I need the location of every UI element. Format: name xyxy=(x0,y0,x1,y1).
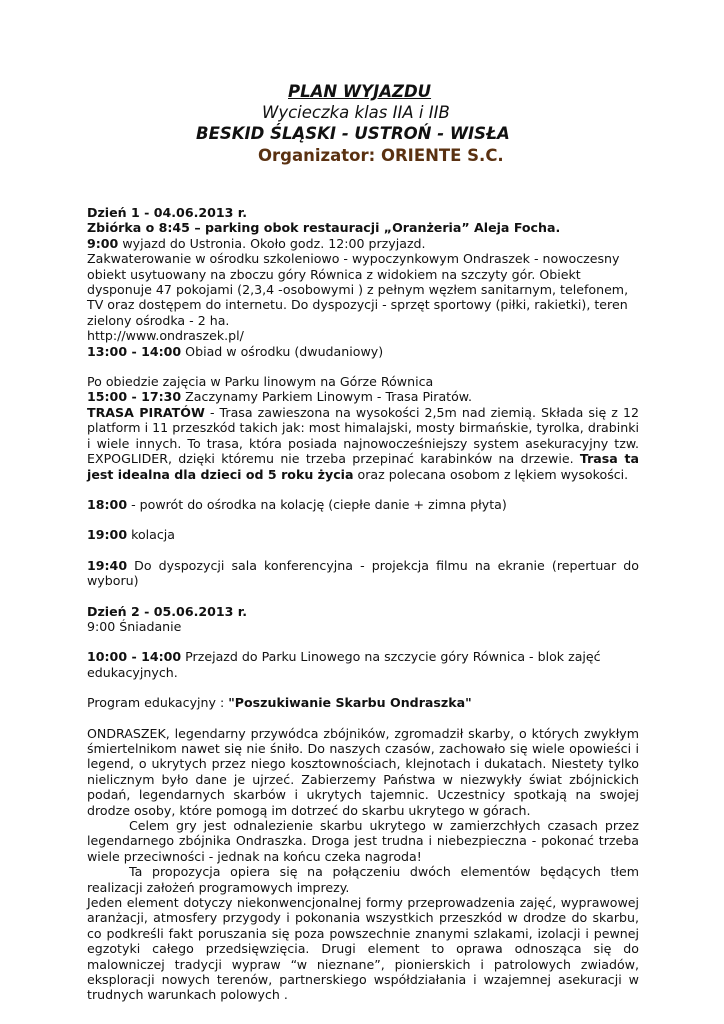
afternoon-intro: Po obiedzie zajęcia w Parku linowym na Górze Równica xyxy=(87,374,434,390)
story-paragraph-3: Ta propozycja opiera się na połączeniu dwóch elementów będących tłem realizacji założeń programowych imprezy. xyxy=(87,864,639,895)
departure-line: 9:00 wyjazd do Ustronia. Około godz. 12:00 przyjazd. xyxy=(87,235,426,251)
pirate-route-paragraph: TRASA PIRATÓW - Trasa zawieszona na wysokości 2,5m nad ziemią. Składa się z 12 platform i 11 przeszkód takich jak: most himalajski, mosty birmańskie, tyrolka, drabinki i wiele innych. To trasa, która posiada najnowocześniejszy system asekuracyjny tzw. EXPOGLIDER, dzięki któremu nie trzeba przepinać karabinków na drzewie. Trasa ta jest idealna dla dzieci od 5 roku życia oraz polecana osobom z lękiem wysokości. xyxy=(87,404,639,482)
lunch-line: 13:00 - 14:00 Obiad w ośrodku (dwudaniowy) xyxy=(87,343,384,359)
breakfast-line: 9:00 Śniadanie xyxy=(87,618,182,634)
website-link[interactable]: http://www.ondraszek.pl/ xyxy=(87,328,244,344)
document-title: PLAN WYJAZDU xyxy=(288,82,432,101)
day2-heading: Dzień 2 - 05.06.2013 r. xyxy=(87,603,248,619)
supper-line: 19:00 kolacja xyxy=(87,527,176,543)
accommodation-paragraph: Zakwaterowanie w ośrodku szkoleniowo - wypoczynkowym Ondraszek - nowoczesny obiekt usytuowany na zboczu góry Równica z widokiem na szczyty gór. Obiekt dysponuje 47 pokojami (2,3,4 -osobowymi ) z pełnym węzłem sanitarnym, telefonem, TV oraz dostępem do internetu. Do dyspozycji - sprzęt sportowy (piłki, rakietki), teren zielony ośrodka - 2 ha. xyxy=(87,251,629,328)
story-paragraph-4: Jeden element dotyczy niekonwencjonalnej formy przeprowadzenia zajęć, wyprawowej aranżacji, atmosfery przygody i pokonania wszystkich przeszkód w drodze do skarbu, co podkreśli fakt poruszania się poza powszechnie znanymi szlakami, izolacji i pewnej egzotyki całego przedsięwzięcia. Drugi element to oprawa odnosząca się do malowniczej tradycji wypraw “w nieznane”, pionierskich i patrolowych zwiadów, eksploracji nowych terenów, partnerskiego współdziałania i wzajemnej asekuracji w trudnych warunkach polowych . xyxy=(87,895,639,1003)
evening-line: 19:40 Do dyspozycji sala konferencyjna - projekcja filmu na ekranie (repertuar do wyboru) xyxy=(87,557,639,589)
document-subtitle: Wycieczka klas IIA i IIB xyxy=(262,103,450,122)
route-title: BESKID ŚLĄSKI - USTROŃ - WISŁA xyxy=(196,124,510,143)
document-body xyxy=(87,205,639,1003)
trip-line: 10:00 - 14:00 Przejazd do Parku Linowego na szczycie góry Równica - blok zajęć edukacyjnych. xyxy=(87,649,601,680)
program-line: Program edukacyjny : "Poszukiwanie Skarbu Ondraszka" xyxy=(87,695,472,711)
rope-park-line: 15:00 - 17:30 Zaczynamy Parkiem Linowym - Trasa Piratów. xyxy=(87,389,472,405)
day1-heading: Dzień 1 - 04.06.2013 r. xyxy=(87,205,248,220)
story-paragraph-2: Celem gry jest odnalezienie skarbu ukrytego w zamierzchłych czasach przez legendarnego zbójnika Ondraszka. Droga jest trudna i niebezpieczna - pokonać trzeba wiele przeciwności - jednak na końcu czeka nagroda! xyxy=(87,818,639,864)
story-paragraph-1: ONDRASZEK, legendarny przywódca zbójników, zgromadził skarby, o których zwykłym śmiertelnikom nawet się nie śniło. Do naszych czasów, zachowało się wiele opowieści i legend, o ukrytych przez niego kosztownościach, klejnotach i dukatach. Niestety tylko nielicznym było dane je ujrzeć. Zabierzemy Państwa w niezwykły świat zbójnickich podań, legendarnych skarbów i ukrytych tajemnic. Uczestnicy spotkają na swojej drodze osoby, które pomogą im dotrzeć do skarbu ukrytego w górach. xyxy=(87,725,639,818)
organizer-line: Organizator: ORIENTE S.C. xyxy=(258,146,504,165)
meeting-point: Zbiórka o 8:45 – parking obok restauracji „Oranżeria” Aleja Focha. xyxy=(87,220,561,236)
return-line: 18:00 - powrót do ośrodka na kolację (ciepłe danie + zimna płyta) xyxy=(87,496,507,512)
